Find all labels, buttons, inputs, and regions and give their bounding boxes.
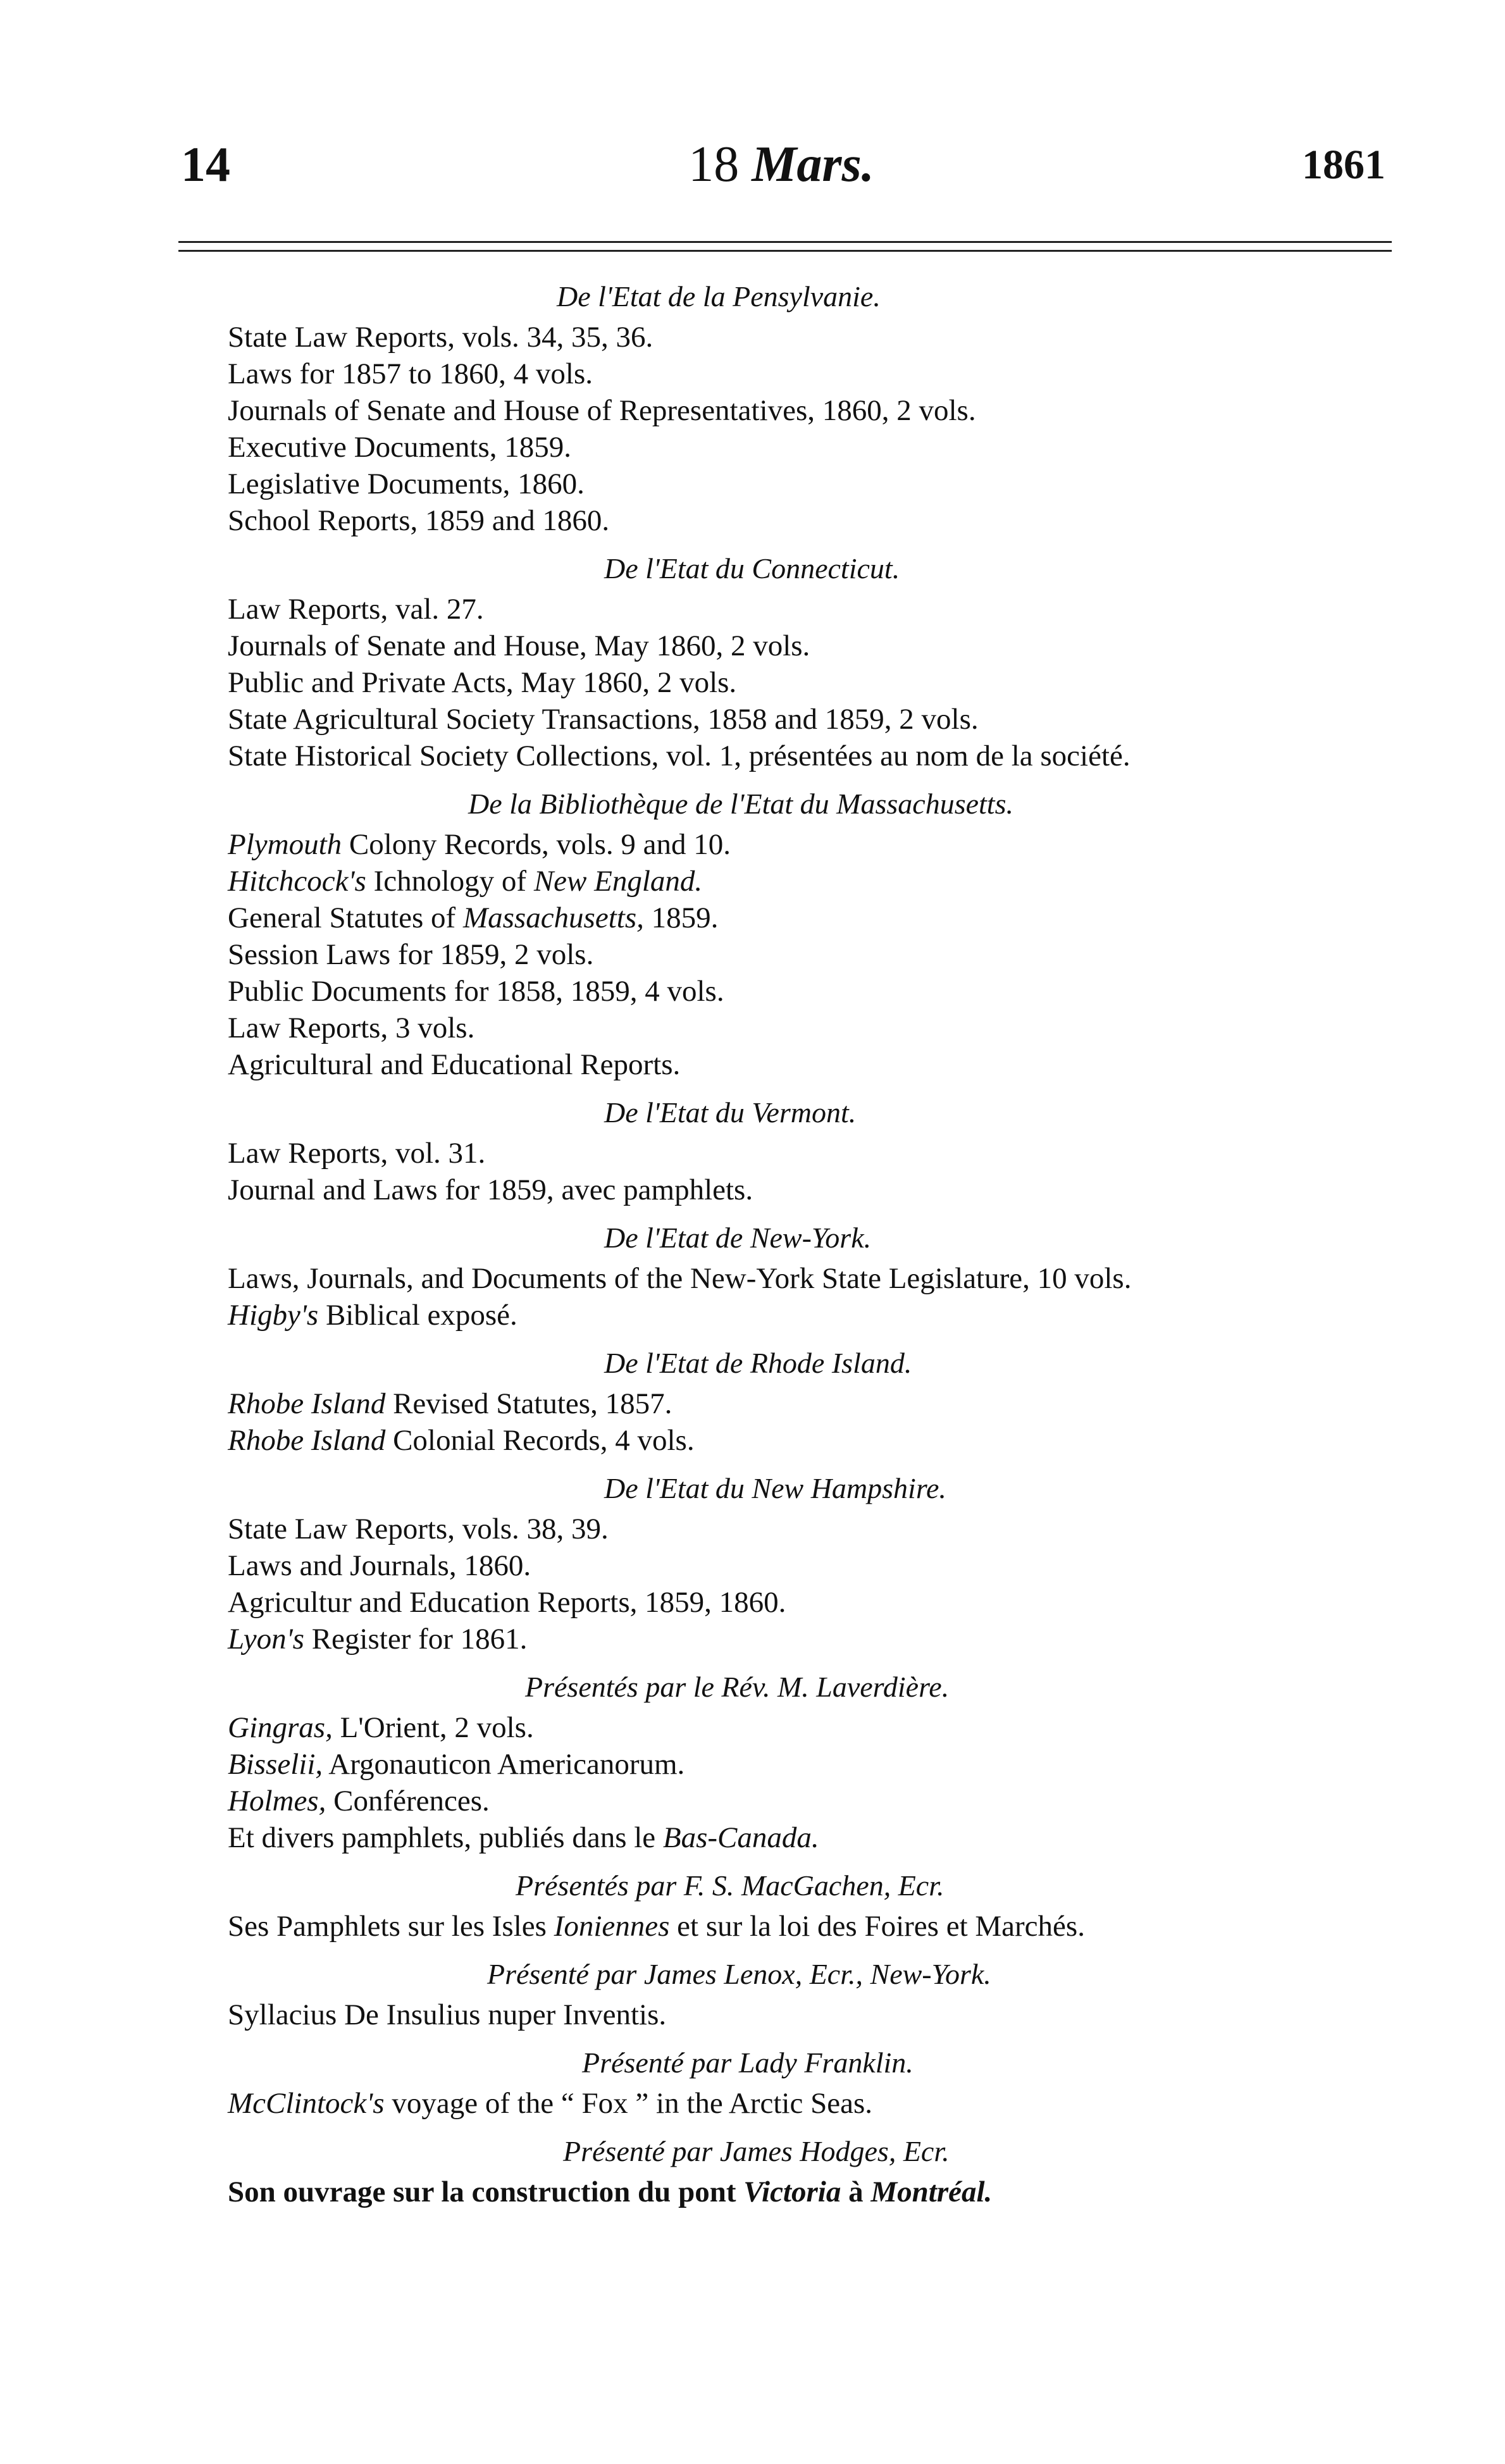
entry-text: Revised Statutes, 1857. bbox=[385, 1387, 672, 1420]
entry-line: Agricultur and Education Reports, 1859, 1860. bbox=[228, 1586, 786, 1619]
document-body bbox=[228, 278, 1366, 2210]
section-heading: Présenté par Lady Franklin. bbox=[582, 2046, 914, 2079]
entry-line: Journal and Laws for 1859, avec pamphlets. bbox=[228, 1173, 753, 1206]
header-rule-top bbox=[178, 241, 1392, 243]
entry-line: Law Reports, vol. 31. bbox=[228, 1137, 486, 1170]
entry-italic: Massachusetts, bbox=[462, 901, 644, 934]
entry-italic: Higby's bbox=[228, 1299, 319, 1332]
entry-text: à bbox=[841, 2176, 871, 2208]
entry-text: General Statutes of bbox=[228, 901, 463, 934]
entry-line bbox=[228, 1385, 1366, 1422]
entry-line: Journals of Senate and House, May 1860, 2 vols. bbox=[228, 629, 810, 662]
page-number: 14 bbox=[181, 137, 230, 192]
entry-line bbox=[228, 1746, 1366, 1783]
entry-italic: Plymouth bbox=[228, 828, 342, 861]
entry-line: State Agricultural Society Transactions, 1858 and 1859, 2 vols. bbox=[228, 703, 979, 736]
entry-line bbox=[228, 1819, 1366, 1856]
header-rule-bottom bbox=[178, 250, 1392, 252]
entry-line bbox=[228, 1422, 1366, 1459]
entry-line bbox=[228, 863, 1366, 900]
entry-line bbox=[228, 1908, 1366, 1945]
entry-line: Executive Documents, 1859. bbox=[228, 431, 571, 464]
entry-line bbox=[228, 826, 1366, 863]
entry-line: State Law Reports, vols. 38, 39. bbox=[228, 1513, 609, 1545]
entry-line: Journals of Senate and House of Representatives, 1860, 2 vols. bbox=[228, 394, 976, 427]
entry-text: Register for 1861. bbox=[304, 1623, 528, 1656]
entry-line: School Reports, 1859 and 1860. bbox=[228, 504, 610, 537]
entry-line: Laws, Journals, and Documents of the New-York State Legislature, 10 vols. bbox=[228, 1262, 1132, 1295]
section-heading: De l'Etat du New Hampshire. bbox=[604, 1472, 946, 1504]
entry-line: Laws and Journals, 1860. bbox=[228, 1549, 531, 1582]
entry-text: Ses Pamphlets sur les Isles bbox=[228, 1910, 554, 1943]
entry-text: voyage of the “ Fox ” in the Arctic Seas. bbox=[384, 2087, 872, 2120]
section-heading: De la Bibliothèque de l'Etat du Massachusetts. bbox=[468, 788, 1013, 820]
entry-text: Ichnology of bbox=[366, 865, 534, 898]
entry-italic: Rhobe Island bbox=[228, 1424, 386, 1457]
section-heading: Présenté par James Hodges, Ecr. bbox=[563, 2135, 950, 2167]
entry-italic: Victoria bbox=[743, 2176, 841, 2208]
entry-line bbox=[228, 2085, 1366, 2122]
entry-italic: Ioniennes bbox=[554, 1910, 670, 1943]
page-header bbox=[171, 136, 1392, 212]
date-day: 18 bbox=[688, 137, 740, 192]
entry-line: Public Documents for 1858, 1859, 4 vols. bbox=[228, 975, 724, 1008]
section-heading: Présenté par James Lenox, Ecr., New-York. bbox=[487, 1958, 991, 1990]
date-month: Mars. bbox=[752, 137, 874, 192]
entry-line: Syllacius De Insulius nuper Inventis. bbox=[228, 1998, 667, 2031]
entry-italic: Montréal. bbox=[870, 2176, 993, 2208]
entry-line: Legislative Documents, 1860. bbox=[228, 467, 585, 500]
entry-text: 1859. bbox=[643, 901, 719, 934]
entry-line: Public and Private Acts, May 1860, 2 vols. bbox=[228, 666, 737, 699]
entry-italic: McClintock's bbox=[228, 2087, 385, 2120]
page-date bbox=[171, 136, 1392, 194]
entry-italic: Holmes, bbox=[228, 1785, 326, 1817]
entry-text: Colonial Records, 4 vols. bbox=[385, 1424, 695, 1457]
entry-text: Argonauticon Americanorum. bbox=[323, 1748, 685, 1781]
entry-text: Et divers pamphlets, publiés dans le bbox=[228, 1821, 663, 1854]
entry-line: State Law Reports, vols. 34, 35, 36. bbox=[228, 321, 653, 354]
section-heading: De l'Etat de la Pensylvanie. bbox=[557, 280, 881, 313]
entry-text: et sur la loi des Foires et Marchés. bbox=[669, 1910, 1085, 1943]
entry-text: L'Orient, 2 vols. bbox=[332, 1711, 534, 1744]
entry-italic: Gingras, bbox=[228, 1711, 333, 1744]
entry-line: Agricultural and Educational Reports. bbox=[228, 1048, 681, 1081]
entry-line: Session Laws for 1859, 2 vols. bbox=[228, 938, 594, 971]
entry-text: Son ouvrage sur la construction du pont bbox=[228, 2176, 744, 2208]
entry-text: Conférences. bbox=[326, 1785, 490, 1817]
entry-line: Law Reports, val. 27. bbox=[228, 593, 484, 626]
entry-line: State Historical Society Collections, vol. 1, présentées au nom de la société. bbox=[228, 740, 1130, 772]
entry-line bbox=[228, 900, 1366, 936]
entry-line: Law Reports, 3 vols. bbox=[228, 1012, 475, 1044]
entry-italic: Lyon's bbox=[228, 1623, 304, 1656]
section-heading: De l'Etat du Connecticut. bbox=[604, 552, 900, 585]
entry-italic: Bisselii, bbox=[228, 1748, 323, 1781]
entry-italic: Bas-Canada. bbox=[662, 1821, 819, 1854]
entry-line bbox=[228, 1783, 1366, 1819]
section-heading: De l'Etat de Rhode Island. bbox=[604, 1347, 912, 1379]
entry-text: Colony Records, vols. 9 and 10. bbox=[342, 828, 731, 861]
section-heading: Présentés par le Rév. M. Laverdière. bbox=[525, 1671, 950, 1703]
page-year: 1861 bbox=[1302, 142, 1385, 188]
entry-line: Laws for 1857 to 1860, 4 vols. bbox=[228, 357, 593, 390]
entry-italic: Hitchcock's bbox=[228, 865, 366, 898]
entry-line bbox=[228, 1621, 1366, 1657]
entry-text: Biblical exposé. bbox=[318, 1299, 517, 1332]
entry-italic: Rhobe Island bbox=[228, 1387, 386, 1420]
entry-italic: New England. bbox=[533, 865, 703, 898]
entry-line bbox=[228, 1297, 1366, 1334]
section-heading: De l'Etat du Vermont. bbox=[604, 1096, 857, 1129]
section-heading: De l'Etat de New-York. bbox=[604, 1222, 872, 1254]
entry-line bbox=[228, 2174, 1366, 2210]
section-heading: Présentés par F. S. MacGachen, Ecr. bbox=[516, 1869, 944, 1902]
entry-line bbox=[228, 1709, 1366, 1746]
